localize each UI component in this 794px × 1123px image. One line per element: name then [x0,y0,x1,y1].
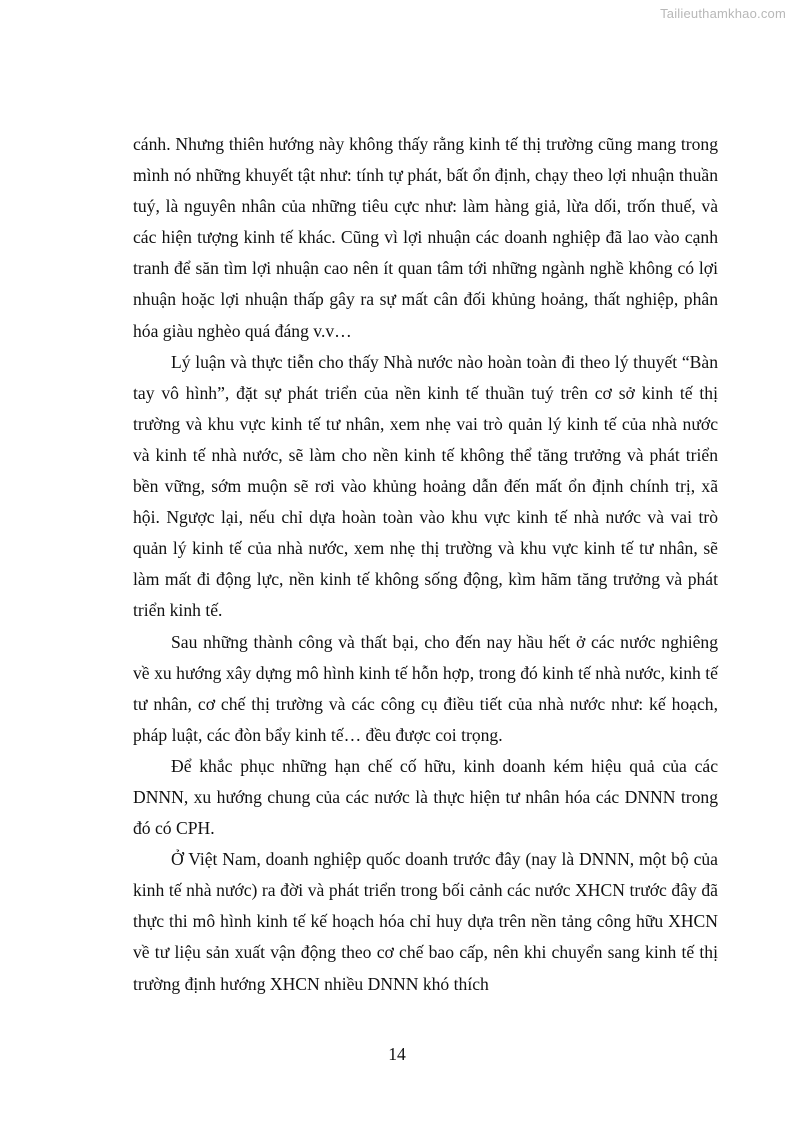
watermark: Tailieuthamkhao.com [660,6,786,21]
paragraph-continuation: cánh. Nhưng thiên hướng này không thấy rằng kinh tế thị trường cũng mang trong mình nó những khuyết tật như: tính tự phát, bất ổn định, chạy theo lợi nhuận thuần tuý, là nguyên nhân của những tiêu cực như: làm hàng giả, lừa dối, trốn thuế, và các hiện tượng kinh tế khác. Cũng vì lợi nhuận các doanh nghiệp đã lao vào cạnh tranh để săn tìm lợi nhuận cao nên ít quan tâm tới những ngành nghề không có lợi nhuận hoặc lợi nhuận thấp gây ra sự mất cân đối khủng hoảng, thất nghiệp, phân hóa giàu nghèo quá đáng v.v… [133,134,718,341]
document-body [133,129,718,1000]
paragraph-vietnam: Ở Việt Nam, doanh nghiệp quốc doanh trước đây (nay là DNNN, một bộ của kinh tế nhà nước) ra đời và phát triển trong bối cảnh các nước XHCN trước đây đã thực thi mô hình kinh tế kế hoạch hóa chỉ huy dựa trên nền tảng công hữu XHCN về tư liệu sản xuất vận động theo cơ chế bao cấp, nên khi chuyển sang kinh tế thị trường định hướng XHCN nhiều DNNN khó thích [133,849,718,994]
paragraph-privatization: Để khắc phục những hạn chế cố hữu, kinh doanh kém hiệu quả của các DNNN, xu hướng chung của các nước là thực hiện tư nhân hóa các DNNN trong đó có CPH. [133,755,718,839]
paragraph-mixed-economy: Sau những thành công và thất bại, cho đến nay hầu hết ở các nước nghiêng về xu hướng xây dựng mô hình kinh tế hỗn hợp, trong đó kinh tế nhà nước, kinh tế tư nhân, cơ chế thị trường và các công cụ điều tiết của nhà nước như: kế hoạch, pháp luật, các đòn bẩy kinh tế… đều được coi trọng. [133,631,718,745]
page-number: 14 [388,1044,406,1064]
paragraph-theory-practice: Lý luận và thực tiễn cho thấy Nhà nước nào hoàn toàn đi theo lý thuyết “Bàn tay vô hình”, đặt sự phát triển của nền kinh tế thuần tuý trên cơ sở kinh tế thị trường và khu vực kinh tế tư nhân, xem nhẹ vai trò quản lý kinh tế của nhà nước và kinh tế nhà nước, sẽ làm cho nền kinh tế không thể tăng trưởng và phát triển bền vững, sớm muộn sẽ rơi vào khủng hoảng dẫn đến mất ổn định chính trị, xã hội. Ngược lại, nếu chỉ dựa hoàn toàn vào khu vực kinh tế nhà nước và vai trò quản lý kinh tế của nhà nước, xem nhẹ thị trường và khu vực kinh tế tư nhân, sẽ làm mất đi động lực, nền kinh tế không sống động, kìm hãm tăng trưởng và phát triển kinh tế. [133,351,718,621]
